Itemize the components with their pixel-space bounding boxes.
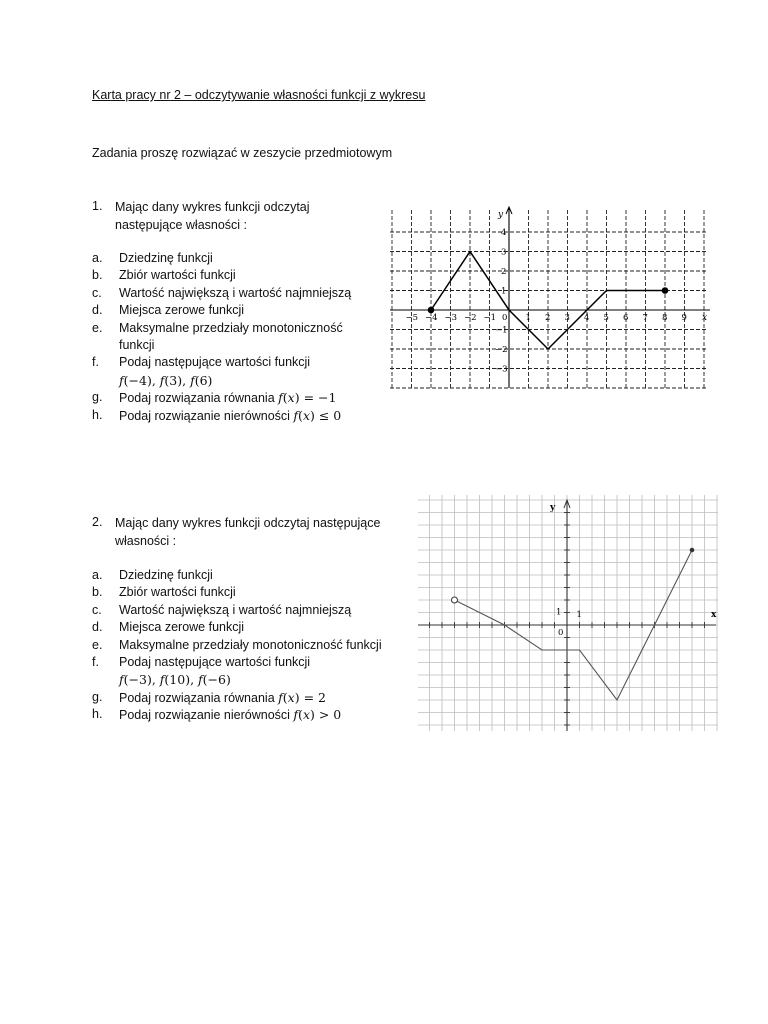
item-letter: c.: [92, 285, 102, 300]
y-unit-label: 1: [556, 607, 562, 618]
task1-question-line1: Mając dany wykres funkcji odczytaj: [115, 200, 310, 214]
item-letter: f.: [92, 654, 99, 669]
x-tick-label: 7: [642, 313, 648, 323]
task2-question-line2: własności :: [115, 534, 177, 548]
y-tick-label: 2: [501, 267, 507, 277]
item-letter: e.: [92, 320, 103, 335]
item-text: funkcji: [119, 337, 155, 352]
x-tick-label: −2: [464, 313, 477, 323]
y-tick-label: −1: [495, 325, 508, 336]
x-axis-label: x: [702, 313, 708, 323]
item-text: Podaj rozwiązanie nierówności: [119, 408, 294, 423]
endpoint-filled: [690, 548, 694, 552]
item-letter: d.: [92, 620, 103, 635]
item-text: Zbiór wartości funkcji: [119, 268, 236, 283]
y-tick-label: −3: [495, 364, 508, 375]
y-tick-label: 3: [501, 247, 507, 258]
item-letter: g.: [92, 390, 103, 405]
item-text: Wartość największą i wartość najmniejszą: [119, 285, 352, 300]
item-formula: f(−4), f(3), f(6): [119, 372, 213, 388]
item-letter: d.: [92, 303, 103, 318]
item-letter: a.: [92, 251, 103, 265]
x-tick-label: 3: [564, 313, 570, 323]
endpoint-open: [452, 597, 458, 603]
x-tick-label: −1: [483, 313, 497, 323]
x-tick-label: −4: [425, 313, 438, 323]
item-formula: f(x) ≤ 0: [293, 407, 342, 423]
item-letter: c.: [92, 602, 102, 617]
x-tick-label: 8: [662, 313, 668, 323]
y-tick-label: 1: [501, 286, 507, 297]
x-tick-label: 0: [502, 313, 508, 323]
item-letter: e.: [92, 637, 103, 652]
y-axis-label: y: [550, 503, 556, 513]
y-tick-label: 4: [501, 228, 507, 238]
item-letter: h.: [92, 407, 103, 422]
item-text: Podaj rozwiązanie nierówności: [119, 708, 294, 723]
x-tick-label: 5: [603, 313, 609, 323]
x-axis-label: x: [711, 610, 717, 620]
x-tick-label: 4: [584, 313, 590, 323]
item-letter: b.: [92, 585, 103, 600]
item-letter: b.: [92, 268, 103, 283]
item-letter: g.: [92, 689, 103, 704]
item-text: Maksymalne przedziały monotoniczność funkcji: [119, 637, 382, 652]
item-text: Dziedzinę funkcji: [119, 568, 213, 582]
x-tick-label: 1: [525, 313, 531, 323]
item-letter: a.: [92, 568, 103, 582]
task1-question-line2: następujące własności :: [115, 218, 248, 232]
item-text: Podaj rozwiązania równania: [119, 690, 279, 705]
task2-question-line1: Mając dany wykres funkcji odczytaj następujące: [115, 516, 381, 530]
item-text: Miejsca zerowe funkcji: [119, 303, 245, 318]
origin-label: 0: [558, 628, 564, 638]
item-letter: f.: [92, 355, 99, 370]
x-tick-label: 2: [545, 313, 551, 323]
x-unit-label: 1: [576, 610, 582, 620]
task1-number: 1.: [92, 199, 103, 213]
item-text: Dziedzinę funkcji: [119, 251, 213, 265]
x-tick-label: 6: [623, 313, 629, 323]
y-axis-label: y: [498, 210, 504, 220]
item-text: Miejsca zerowe funkcji: [119, 620, 245, 635]
x-tick-label: −3: [444, 313, 458, 323]
item-text: Wartość największą i wartość najmniejszą: [119, 602, 352, 617]
item-formula: f(−3), f(10), f(−6): [119, 672, 231, 688]
x-tick-label: −5: [405, 313, 419, 323]
item-formula: f(x) > 0: [293, 707, 342, 723]
item-text: Podaj rozwiązania równania: [119, 391, 279, 406]
page-title: Karta pracy nr 2 – odczytywanie własności funkcji z wykresu: [92, 88, 426, 102]
item-text: Podaj następujące wartości funkcji: [119, 355, 311, 370]
task2-number: 2.: [92, 515, 103, 529]
item-text: Podaj następujące wartości funkcji: [119, 654, 311, 669]
item-formula: f(x) = −1: [278, 390, 337, 406]
item-text: Maksymalne przedziały monotoniczność: [119, 320, 343, 335]
item-text: Zbiór wartości funkcji: [119, 585, 236, 600]
instructions: Zadania proszę rozwiązać w zeszycie przedmiotowym: [92, 146, 393, 160]
x-tick-label: 9: [681, 313, 687, 323]
item-letter: h.: [92, 707, 103, 722]
y-tick-label: −2: [495, 345, 508, 355]
item-formula: f(x) = 2: [278, 689, 326, 705]
